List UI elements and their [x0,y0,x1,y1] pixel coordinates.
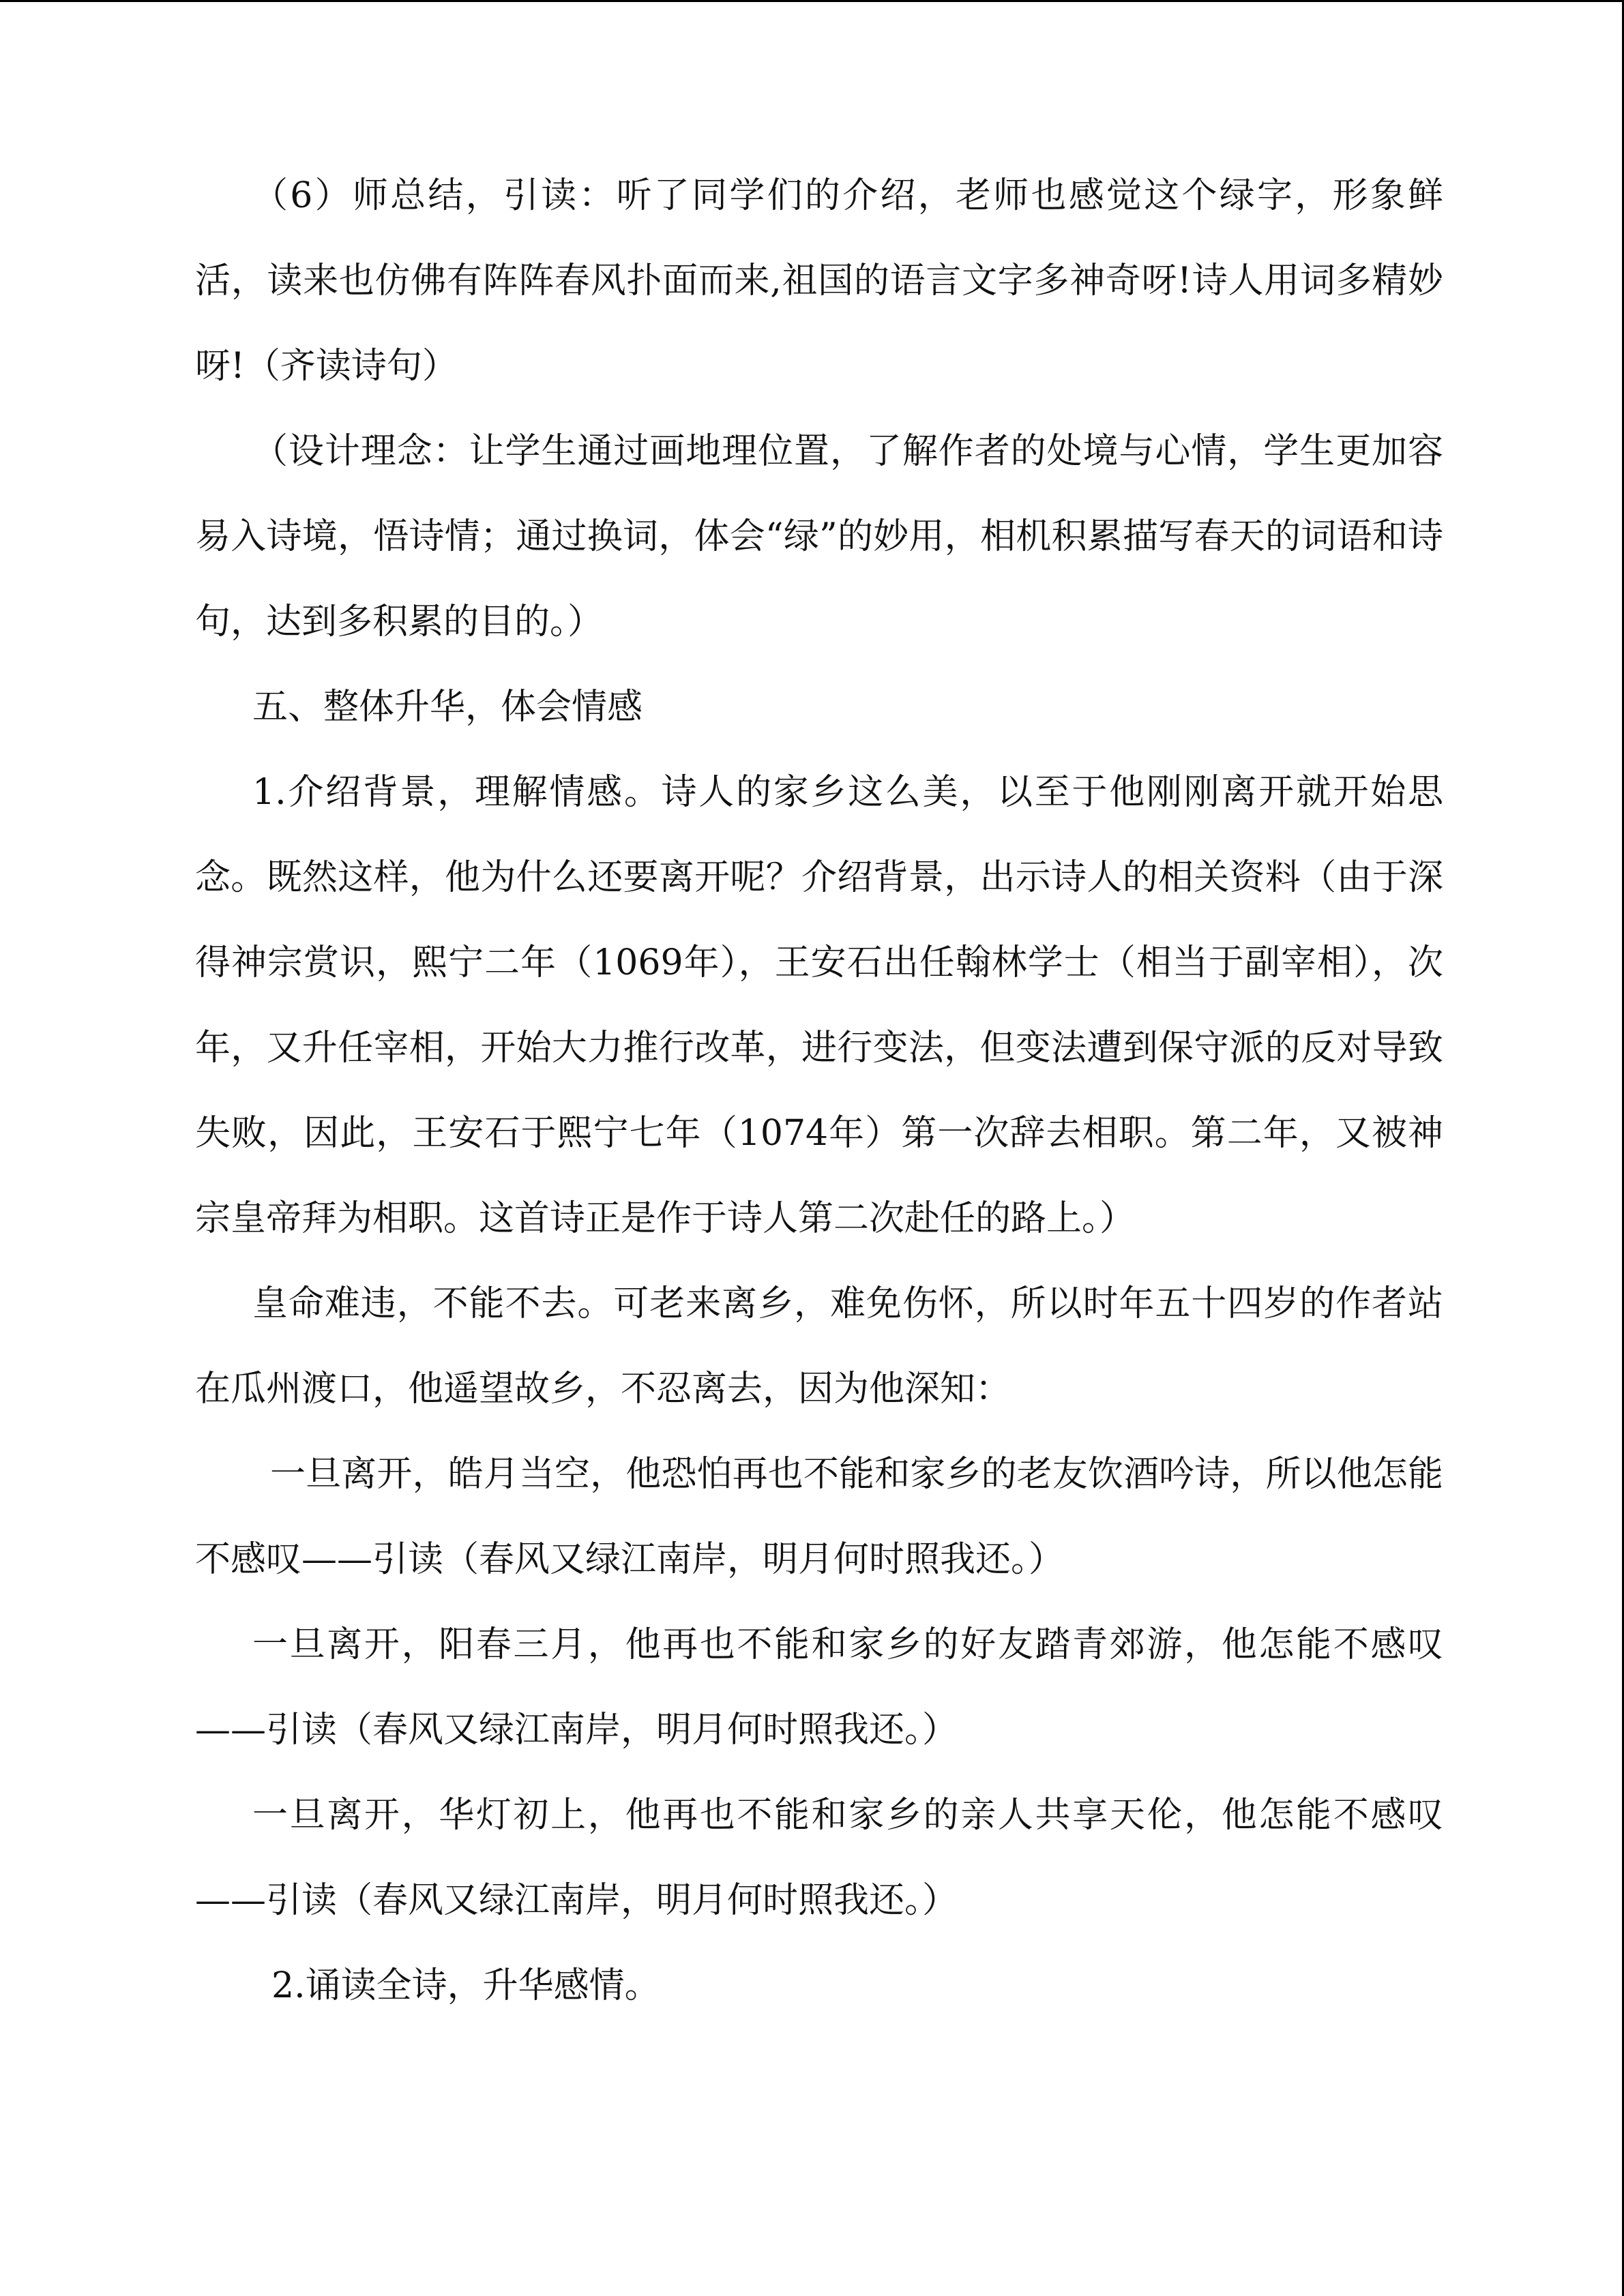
page-border-top [0,0,1624,2]
paragraph-teacher-summary: （6）师总结，引读：听了同学们的介绍，老师也感觉这个绿字，形象鲜活，读来也仿佛有阵阵春风扑面而来,祖国的语言文字多神奇呀!诗人用词多精妙呀!（齐读诗句） [195,175,1443,387]
section-heading-five: 五、整体升华，体会情感 [252,687,643,728]
document-body [195,153,1443,2029]
paragraph-design-concept: （设计理念：让学生通过画地理位置，了解作者的处境与心情，学生更加容易入诗境，悟诗情；通过换词，体会“绿”的妙用，相机积累描写春天的词语和诗句，达到多积累的目的。） [195,431,1443,642]
paragraph-background: 1.介绍背景，理解情感。诗人的家乡这么美，以至于他刚刚离开就开始思念。既然这样，他为什么还要离开呢？介绍背景，出示诗人的相关资料（由于深得神宗赏识，熙宁二年（1069年），王安石出任翰林学士（相当于副宰相），次年，又升任宰相，开始大力推行改革，进行变法，但变法遭到保守派的反对导致失败，因此，王安石于熙宁七年（1074年）第一次辞去相职。第二年，又被神宗皇帝拜为相职。这首诗正是作于诗人第二次赴任的路上。） [195,772,1443,1239]
paragraph-recite-poem: 2.诵读全诗，升华感情。 [271,1965,660,2006]
paragraph-imperial-order: 皇命难违，不能不去。可老来离乡，难免伤怀，所以时年五十四岁的作者站在瓜州渡口，他遥望故乡，不忍离去，因为他深知： [195,1283,1443,1410]
paragraph-family-reunion: 一旦离开，华灯初上，他再也不能和家乡的亲人共享天伦，他怎能不感叹——引读（春风又绿江南岸，明月何时照我还。） [195,1795,1443,1921]
paragraph-bright-moon: 一旦离开，皓月当空，他恐怕再也不能和家乡的老友饮酒吟诗，所以他怎能不感叹——引读（春风又绿江南岸，明月何时照我还。） [195,1454,1443,1580]
paragraph-spring-outing: 一旦离开，阳春三月，他再也不能和家乡的好友踏青郊游，他怎能不感叹——引读（春风又绿江南岸，明月何时照我还。） [195,1624,1443,1750]
